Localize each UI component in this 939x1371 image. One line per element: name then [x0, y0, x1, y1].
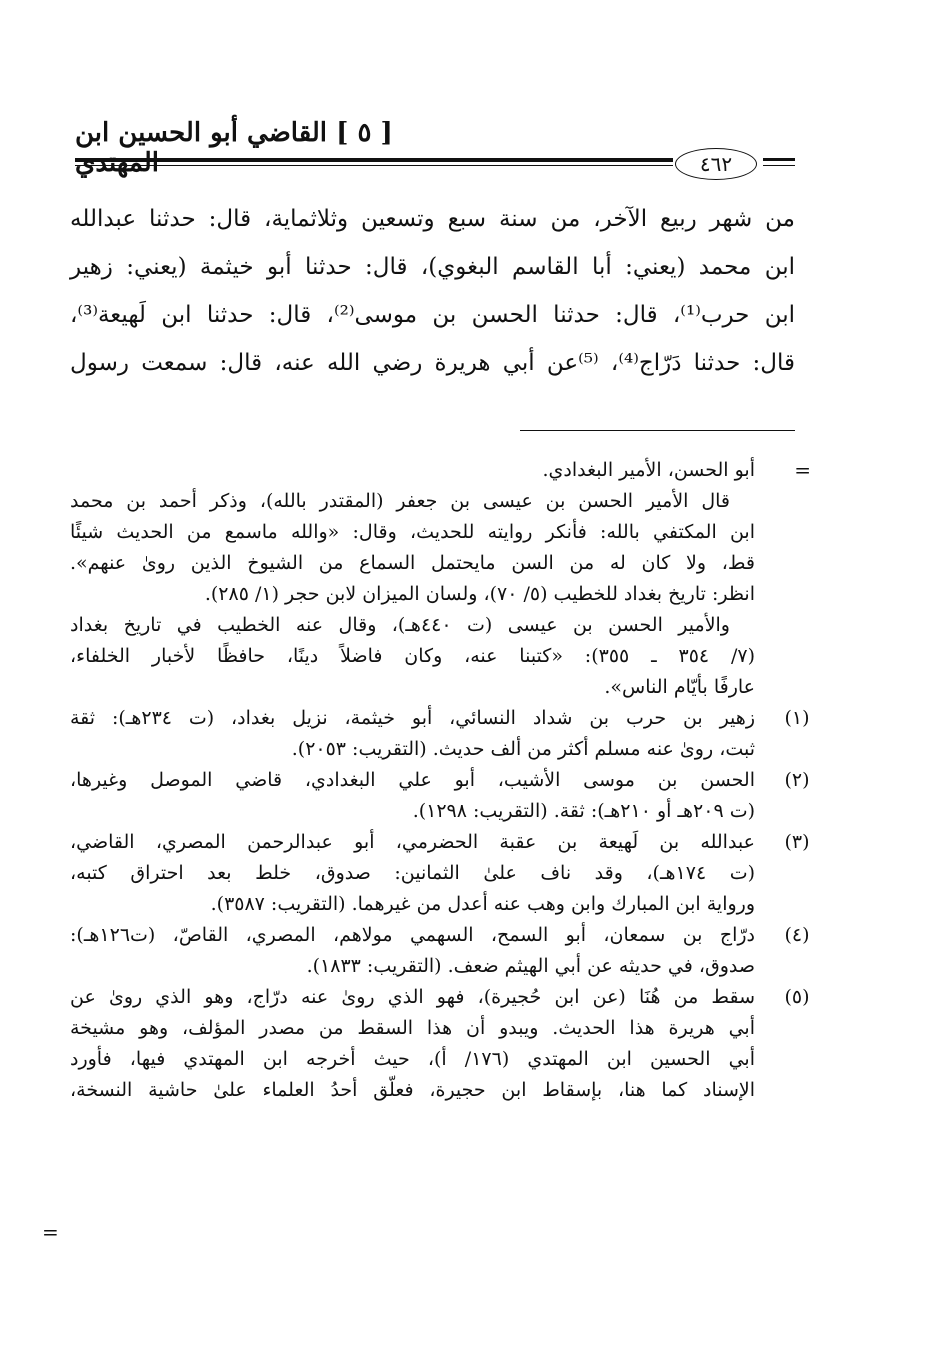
footnote-3 — [70, 827, 810, 920]
header-rule-right-thick — [763, 158, 795, 161]
header-rule-thick — [75, 158, 673, 162]
footnote-number: (١) — [784, 707, 810, 729]
footnote-continuation-line: والأمير الحسن بن عيسى (ت ٤٤٠هـ)، وقال عنه الخطيب في تاريخ بغداد — [70, 614, 730, 636]
footnote-continuation-line: أبو الحسن، الأمير البغدادي. — [542, 459, 755, 481]
main-text-line: من شهر ربيع الآخر، من سنة سبع وتسعين وثلاثماية، قال: حدثنا عبدالله — [70, 206, 795, 232]
main-text-line: ابن محمد (يعني: أبا القاسم البغوي)، قال: حدثنا أبو خيثمة (يعني: زهير — [70, 254, 795, 280]
header-rule — [75, 148, 795, 188]
footnote-continuation-line: انظر: تاريخ بغداد للخطيب (٥/ ٧٠)، ولسان الميزان لابن حجر (١/ ٢٨٥). — [204, 583, 755, 605]
continuation-end-mark: = — [42, 1220, 59, 1244]
footnote-2 — [70, 765, 810, 827]
running-title: [ ٥ ] القاضي أبو الحسين ابن المهتدي — [75, 118, 393, 178]
footnote-continuation-line: قط، ولا كان له من السن مايحتمل السماع من الشيوخ الذين روىٰ عنهم». — [70, 552, 755, 574]
footnote-number: (٥) — [784, 986, 810, 1008]
footnote-1 — [70, 703, 810, 765]
footnote-line: ورواية ابن المبارك وابن وهب عنه أعدل من غيرهما. (التقريب: ٣٥٨٧). — [210, 893, 755, 915]
footnote-continuation-line: ابن المكتفي بالله: فأنكر روايته للحديث، وقال: «والله ماسمع من الحديث شيئًا — [70, 521, 755, 543]
footnote-line: درّاج بن سمعان، أبو السمح، السهمي مولاهم، المصري، القاصّ، (ت١٢٦هـ): — [70, 924, 755, 946]
footnote-continuation-line: قال الأمير الحسن بن عيسى بن جعفر (المقتدر بالله)، وذكر أحمد بن محمد — [70, 490, 730, 512]
footnote-line: صدوق، في حديثه عن أبي الهيثم ضعف. (التقريب: ١٨٣٣). — [306, 955, 755, 977]
footnote-continuation-line: (٧/ ٣٥٤ ـ ٣٥٥): «كتبنا عنه، وكان فاضلاً دينًا، حافظًا لأخبار الخلفاء، — [70, 645, 756, 667]
header-rule-thin — [75, 165, 673, 166]
footnote-line: (ت ٢٠٩هـ أو ٢١٠هـ): ثقة. (التقريب: ١٢٩٨). — [412, 800, 755, 822]
footnote-line: الحسن بن موسى الأشيب، أبو علي البغدادي، قاضي الموصل وغيرها، — [70, 769, 755, 791]
footnote-line: أبي الحسين ابن المهتدي (١٧٦/ أ)، حيث أخرجه ابن المهتدي فيها، فأورد — [70, 1048, 755, 1070]
footnotes — [70, 455, 810, 1106]
footnote-number: (٢) — [784, 769, 810, 791]
footnote-line: ثبت، روىٰ عنه مسلم أكثر من ألف حديث. (التقريب: ٢٠٥٣). — [291, 738, 755, 760]
main-text-line: قال: حدثنا دَرّاج⁽⁴⁾، ⁽⁵⁾عن أبي هريرة رضي الله عنه، قال: سمعت رسول — [70, 350, 795, 376]
footnote-number: (٣) — [784, 831, 810, 853]
footnote-line: سقط من هُنَا (عن ابن حُجيرة)، فهو الذي روىٰ عنه درّاج، وهو الذي روىٰ عن — [70, 986, 755, 1008]
footnote-line: أبي هريرة هذا الحديث. ويبدو أن هذا السقط من مصدر المؤلف، وهو مشيخة — [70, 1017, 755, 1039]
footnote-line: زهير بن حرب بن شداد النسائي، أبو خيثمة، نزيل بغداد، (ت ٢٣٤هـ): ثقة — [70, 707, 755, 729]
footnote-5 — [70, 982, 810, 1106]
footnote-line: عبدالله بن لَهيعة بن عقبة الحضرمي، أبو عبدالرحمن المصري، القاضي، — [70, 831, 755, 853]
main-text — [70, 195, 795, 387]
footnote-line: الإسناد كما هنا، بإسقاط ابن حجيرة، فعلّق أحدُ العلماء علىٰ حاشية النسخة، — [70, 1079, 755, 1101]
footnote-continuation-line: عارفًا بأيّام الناس». — [604, 676, 755, 698]
footnote-line: (ت ١٧٤هـ)، وقد ناف علىٰ الثمانين: صدوق، خلط بعد احتراق كتبه، — [70, 862, 755, 884]
header-rule-right-thin — [763, 165, 795, 166]
continuation-mark: = — [794, 458, 811, 482]
main-text-line: ابن حرب⁽¹⁾، قال: حدثنا الحسن بن موسى⁽²⁾، قال: حدثنا ابن لَهيعة⁽³⁾، — [70, 302, 795, 328]
footnote-separator — [520, 430, 795, 431]
footnote-number: (٤) — [784, 924, 810, 946]
page-number: ٤٦٢ — [675, 148, 757, 180]
footnote-4 — [70, 920, 810, 982]
